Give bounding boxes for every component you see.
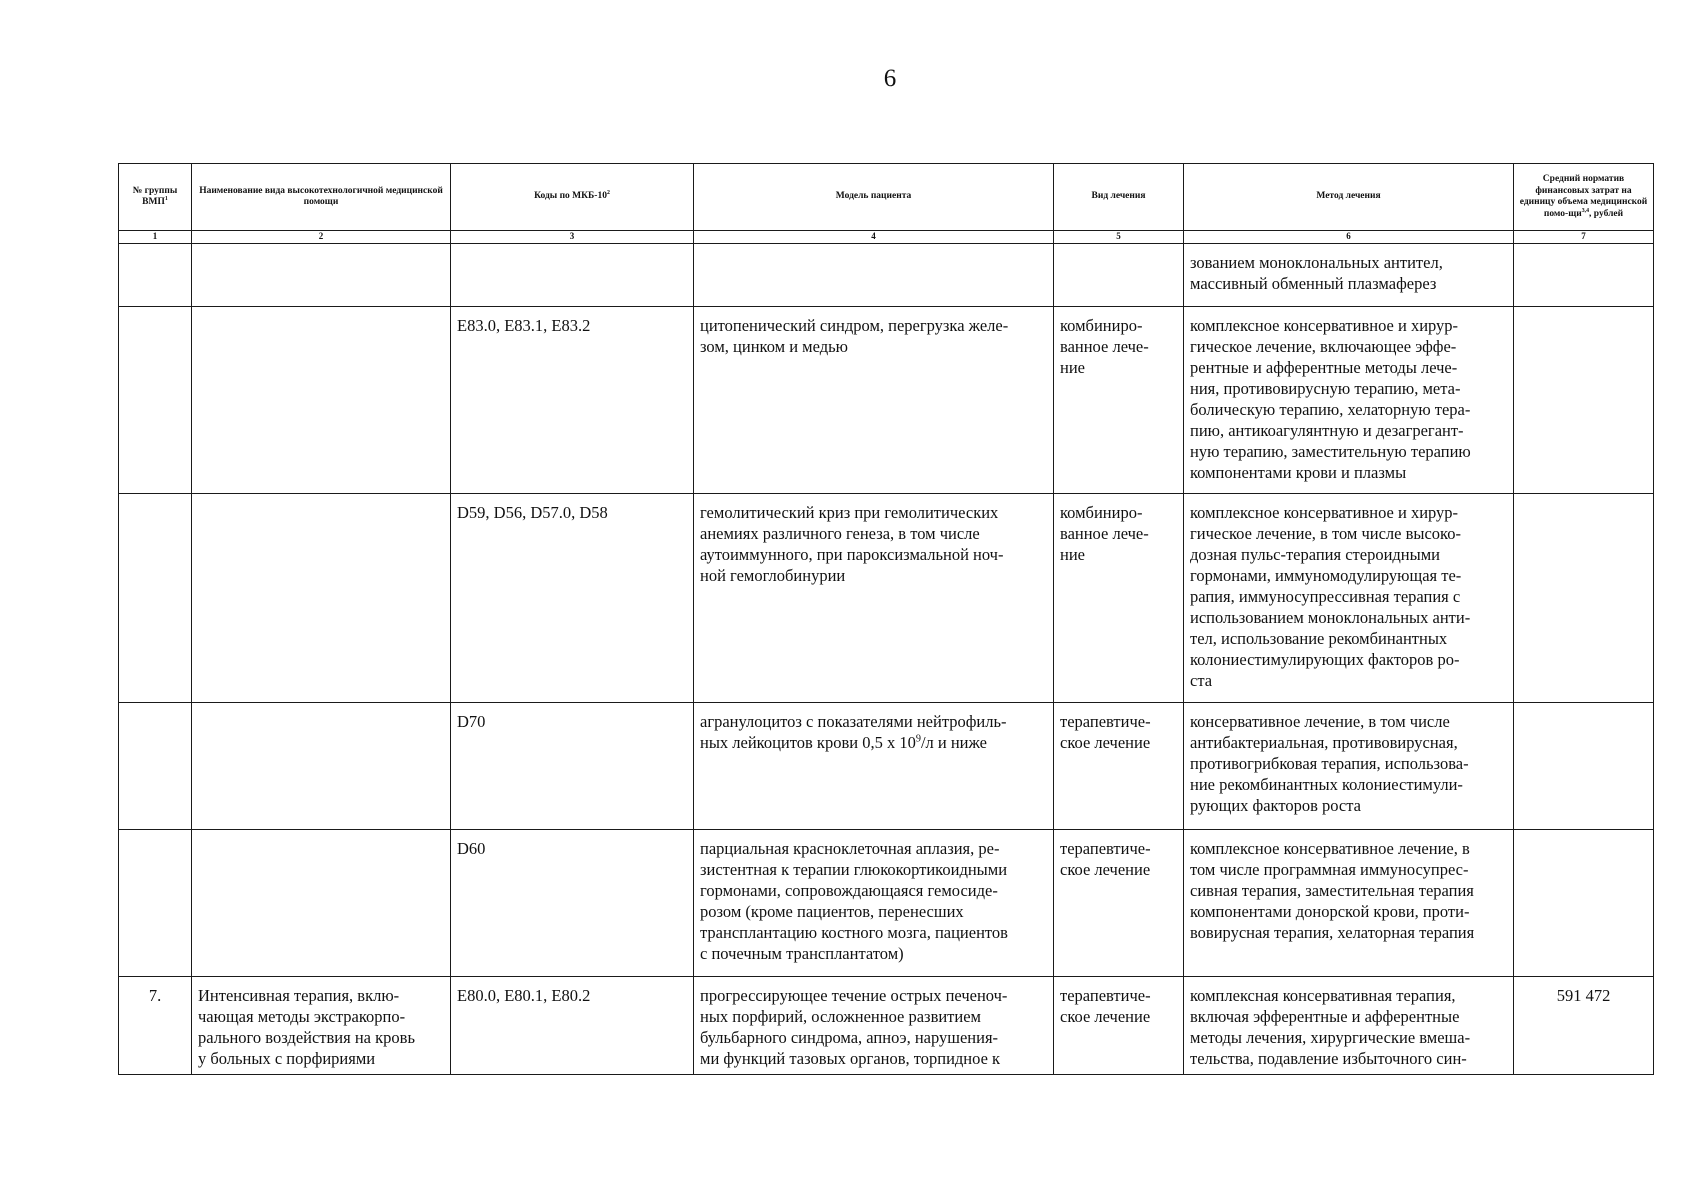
text-line: комбиниро- [1060, 503, 1143, 522]
group-number-cell [119, 830, 192, 977]
text-line: рующих факторов роста [1190, 796, 1361, 815]
cost-cell [1514, 307, 1654, 494]
icd-codes-cell: D70 [451, 703, 694, 830]
header-treatment-type: Вид лечения [1054, 164, 1184, 231]
text-line: зованием моноклональных антител, [1190, 253, 1443, 272]
treatment-type-cell [1054, 977, 1184, 1075]
text-line: гемолитический криз при гемолитических [700, 503, 999, 522]
text-line: комплексная консервативная терапия, [1190, 986, 1456, 1005]
text-line: ние [1060, 358, 1085, 377]
text-line: ных порфирий, осложненное развитием [700, 1007, 981, 1026]
text-line: рапия, иммуносупрессивная терапия с [1190, 587, 1461, 606]
text-line: гическое лечение, в том числе высоко- [1190, 524, 1461, 543]
text-line: компонентами донорской крови, проти- [1190, 902, 1470, 921]
text-line: ние [1060, 545, 1085, 564]
table-row [119, 703, 1654, 830]
treatment-type-cell [1054, 830, 1184, 977]
text-line: тел, использование рекомбинантных [1190, 629, 1448, 648]
treatment-method-cell [1184, 494, 1514, 703]
text-line: ское лечение [1060, 1007, 1151, 1026]
text-line: включая эфферентные и афферентные [1190, 1007, 1460, 1026]
text-line: сивная терапия, заместительная терапия [1190, 881, 1474, 900]
text-line: гическое лечение, включающее эффе- [1190, 337, 1457, 356]
cost-cell [1514, 244, 1654, 307]
group-number-cell [119, 494, 192, 703]
group-number-cell [119, 703, 192, 830]
patient-model-cell [694, 830, 1054, 977]
table-row [119, 830, 1654, 977]
text-line: колониестимулирующих факторов ро- [1190, 650, 1460, 669]
text-line: гормонами, иммуномодулирующая те- [1190, 566, 1462, 585]
vmp-name-cell [192, 307, 451, 494]
text-line: ванное лече- [1060, 524, 1149, 543]
text-line: зистентная к терапии глюкокортикоидными [700, 860, 1008, 879]
text-line: ское лечение [1060, 860, 1151, 879]
text-line: ми функций тазовых органов, торпидное к [700, 1049, 1001, 1068]
text-line: ское лечение [1060, 733, 1151, 752]
treatment-type-cell [1054, 307, 1184, 494]
table-header-row [119, 164, 1654, 231]
column-number: 6 [1184, 231, 1514, 244]
text-line: ную терапию, заместительную терапию [1190, 442, 1471, 461]
page-number: 6 [883, 65, 897, 92]
group-number-cell [119, 244, 192, 307]
column-number: 4 [694, 231, 1054, 244]
text-line: зом, цинком и медью [700, 337, 848, 356]
text-line: рентные и афферентные методы лече- [1190, 358, 1458, 377]
patient-model-cell [694, 703, 1054, 830]
text-line: Интенсивная терапия, вклю- [198, 986, 400, 1005]
text-line: у больных с порфириями [198, 1049, 376, 1068]
text-line: терапевтиче- [1060, 712, 1151, 731]
text-line: ной гемоглобинурии [700, 566, 846, 585]
icd-codes-cell: D60 [451, 830, 694, 977]
text-line: парциальная красноклеточная аплазия, ре- [700, 839, 1000, 858]
text-line: анемиях различного генеза, в том числе [700, 524, 980, 543]
text-line: прогрессирующее течение острых печеноч- [700, 986, 1008, 1005]
column-number: 2 [192, 231, 451, 244]
text-line: комплексное консервативное лечение, в [1190, 839, 1470, 858]
treatment-method-cell [1184, 977, 1514, 1075]
patient-model-cell [694, 307, 1054, 494]
treatment-method-cell [1184, 307, 1514, 494]
patient-model-cell [694, 244, 1054, 307]
text-line: аутоиммунного, при пароксизмальной ноч- [700, 545, 1004, 564]
patient-model-cell [694, 977, 1054, 1075]
header-group-number: № группы ВМП$^1$ [119, 164, 192, 231]
text-line: методы лечения, хирургические вмеша- [1190, 1028, 1471, 1047]
treatment-type-cell [1054, 494, 1184, 703]
text-line: ние рекомбинантных колониестимули- [1190, 775, 1463, 794]
text-line: ния, противовирусную терапию, мета- [1190, 379, 1461, 398]
patient-model-cell [694, 494, 1054, 703]
vmp-name-cell [192, 977, 451, 1075]
group-number-cell: 7. [119, 977, 192, 1075]
header-cost-norm: Средний норматив финансовых затрат на единицу объема медицинской помо-щи$^{3,4}$, рублей [1514, 164, 1654, 231]
text-line: чающая методы экстракорпо- [198, 1007, 406, 1026]
text-line: розом (кроме пациентов, перенесших [700, 902, 964, 921]
cost-cell [1514, 703, 1654, 830]
text-line: терапевтиче- [1060, 839, 1151, 858]
text-line: тельства, подавление избыточного син- [1190, 1049, 1467, 1068]
text-line: массивный обменный плазмаферез [1190, 274, 1437, 293]
group-number-cell [119, 307, 192, 494]
header-icd-codes: Коды по МКБ-$10^2$ [451, 164, 694, 231]
table-row [119, 494, 1654, 703]
text-line: комплексное консервативное и хирур- [1190, 316, 1459, 335]
text-line: гормонами, сопровождающаяся гемосиде- [700, 881, 998, 900]
treatment-method-cell [1184, 830, 1514, 977]
vmp-name-cell [192, 494, 451, 703]
treatment-method-cell [1184, 244, 1514, 307]
icd-codes-cell [451, 244, 694, 307]
column-number: 5 [1054, 231, 1184, 244]
text-line: рального воздействия на кровь [198, 1028, 415, 1047]
header-patient-model: Модель пациента [694, 164, 1054, 231]
text-line: комбиниро- [1060, 316, 1143, 335]
text-line: пию, антикоагулянтную и дезагрегант- [1190, 421, 1464, 440]
text-line: цитопенический синдром, перегрузка желе- [700, 316, 1009, 335]
text-line: компонентами крови и плазмы [1190, 463, 1407, 482]
column-number: 1 [119, 231, 192, 244]
text-line: вовирусная терапия, хелаторная терапия [1190, 923, 1475, 942]
text-line: ных лейкоцитов крови 0,5 х $10^9/л$ и ниже [700, 733, 988, 752]
table-row [119, 977, 1654, 1075]
icd-codes-cell: E83.0, E83.1, E83.2 [451, 307, 694, 494]
column-number: 7 [1514, 231, 1654, 244]
header-treatment-method: Метод лечения [1184, 164, 1514, 231]
vmp-name-cell [192, 830, 451, 977]
text-line: бульбарного синдрома, апноэ, нарушения- [700, 1028, 999, 1047]
text-line: комплексное консервативное и хирур- [1190, 503, 1459, 522]
treatment-type-cell [1054, 703, 1184, 830]
text-line: дозная пульс-терапия стероидными [1190, 545, 1440, 564]
text-line: том числе программная иммуносупрес- [1190, 860, 1469, 879]
column-number: 3 [451, 231, 694, 244]
text-line: агранулоцитоз с показателями нейтрофиль- [700, 712, 1007, 731]
text-line: терапевтиче- [1060, 986, 1151, 1005]
header-vmp-name: Наименование вида высокотехнологичной медицинской помощи [192, 164, 451, 231]
text-line: ста [1190, 671, 1213, 690]
cost-cell [1514, 494, 1654, 703]
text-line: антибактериальная, противовирусная, [1190, 733, 1458, 752]
text-line: ванное лече- [1060, 337, 1149, 356]
text-line: противогрибковая терапия, использова- [1190, 754, 1469, 773]
table-row [119, 307, 1654, 494]
vmp-table [118, 163, 1654, 1075]
treatment-type-cell [1054, 244, 1184, 307]
treatment-method-cell [1184, 703, 1514, 830]
table-row [119, 244, 1654, 307]
icd-codes-cell: D59, D56, D57.0, D58 [451, 494, 694, 703]
vmp-name-cell [192, 244, 451, 307]
text-line: использованием моноклональных анти- [1190, 608, 1471, 627]
text-line: болическую терапию, хелаторную тера- [1190, 400, 1471, 419]
vmp-name-cell [192, 703, 451, 830]
text-line: консервативное лечение, в том числе [1190, 712, 1450, 731]
cost-cell [1514, 830, 1654, 977]
column-number-row [119, 231, 1654, 244]
icd-codes-cell: E80.0, E80.1, E80.2 [451, 977, 694, 1075]
text-line: трансплантацию костного мозга, пациентов [700, 923, 1008, 942]
text-line: с почечным трансплантатом) [700, 944, 904, 963]
cost-cell: 591 472 [1514, 977, 1654, 1075]
